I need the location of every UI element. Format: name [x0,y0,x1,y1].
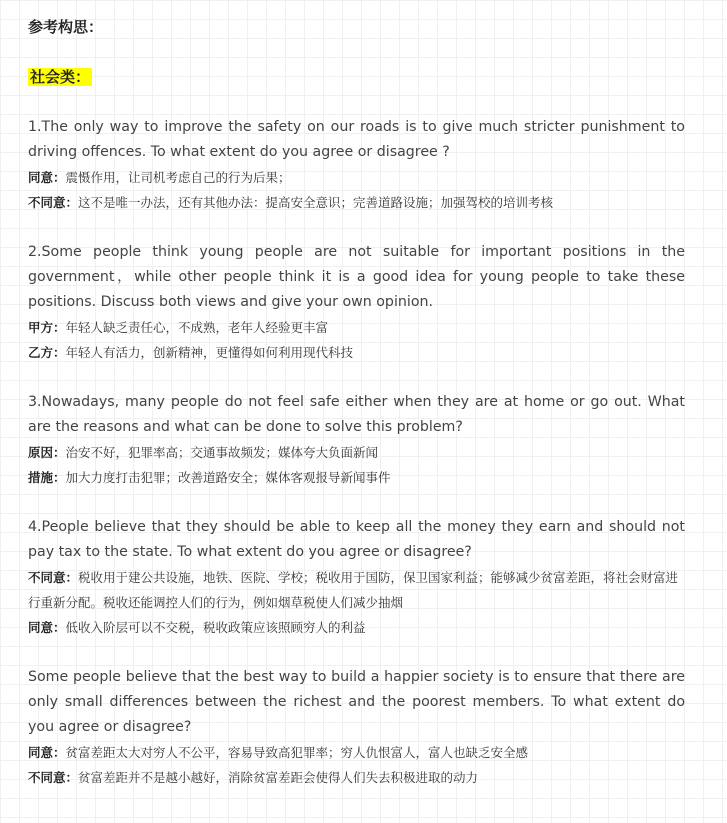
opinion-label: 不同意： [28,195,79,210]
opinion-line [28,440,685,465]
opinion-text: 年轻人缺乏责任心，不成熟，老年人经验更丰富 [65,320,329,335]
opinion-label: 措施： [28,470,66,485]
opinion-line [28,315,685,340]
question-text: 1.The only way to improve the safety on our roads is to give much stricter punishment to driving offences. To what extent do you agree or disagree ? [28,119,685,160]
question-text: 4.People believe that they should be able to keep all the money they earn and should not pay tax to the state. To what extent do you agree or disagree? [28,519,685,560]
section-heading: 参考构思： [28,18,104,36]
opinion-label: 同意： [28,170,66,185]
opinion-line [28,190,685,215]
opinion-text: 震慑作用，让司机考虑自己的行为后果； [65,170,291,185]
opinion-text: 年轻人有活力，创新精神，更懂得如何利用现代科技 [65,345,354,360]
topic-5 [28,665,685,790]
opinion-label: 同意： [28,745,66,760]
opinion-text: 加大力度打击犯罪；改善道路安全；媒体客观报导新闻事件 [65,470,391,485]
opinion-text: 贫富差距并不是越小越好，消除贫富差距会使得人们失去积极进取的动力 [78,770,479,785]
topic-2 [28,240,685,365]
question-text: Some people believe that the best way to build a happier society is to ensure that there are only small differences between the richest and the poorest members. To what extent do you agree or disagree? [28,669,685,735]
opinion-line [28,465,685,490]
opinion-label: 不同意： [28,570,79,585]
opinion-label: 原因： [28,445,66,460]
opinion-label: 甲方： [28,320,66,335]
category-highlight: 社会类： [30,68,91,86]
topic-1 [28,115,685,215]
opinion-text: 贫富差距太大对穷人不公平，容易导致高犯罪率；穷人仇恨富人，富人也缺乏安全感 [65,745,529,760]
opinion-text: 税收用于建公共设施，地铁、医院、学校；税收用于国防，保卫国家利益；能够减少贫富差距，将社会财富进行重新分配。税收还能调控人们的行为，例如烟草税使人们减少抽烟 [28,570,679,610]
topic-4 [28,515,685,640]
opinion-text: 这不是唯一办法，还有其他办法：提高安全意识；完善道路设施；加强驾校的培训考核 [78,195,554,210]
opinion-line [28,740,685,765]
question-text: 3.Nowadays, many people do not feel safe either when they are at home or go out. What are the reasons and what can be done to solve this problem? [28,394,685,435]
opinion-label: 乙方： [28,345,66,360]
opinion-label: 同意： [28,620,66,635]
topic-3 [28,390,685,490]
opinion-line [28,765,685,790]
opinion-text: 治安不好，犯罪率高；交通事故频发；媒体夸大负面新闻 [65,445,379,460]
question-text: 2.Some people think young people are not suitable for important positions in the government，while other people think it is a good idea for young people to take these positions. Discuss both views and give your own opinion. [28,244,685,310]
opinion-line [28,340,685,365]
opinion-line [28,565,685,615]
article-body [0,15,727,823]
category-heading [28,65,685,90]
opinion-line [28,165,685,190]
opinion-text: 低收入阶层可以不交税，税收政策应该照顾穷人的利益 [65,620,366,635]
opinion-line [28,615,685,640]
opinion-label: 不同意： [28,770,79,785]
